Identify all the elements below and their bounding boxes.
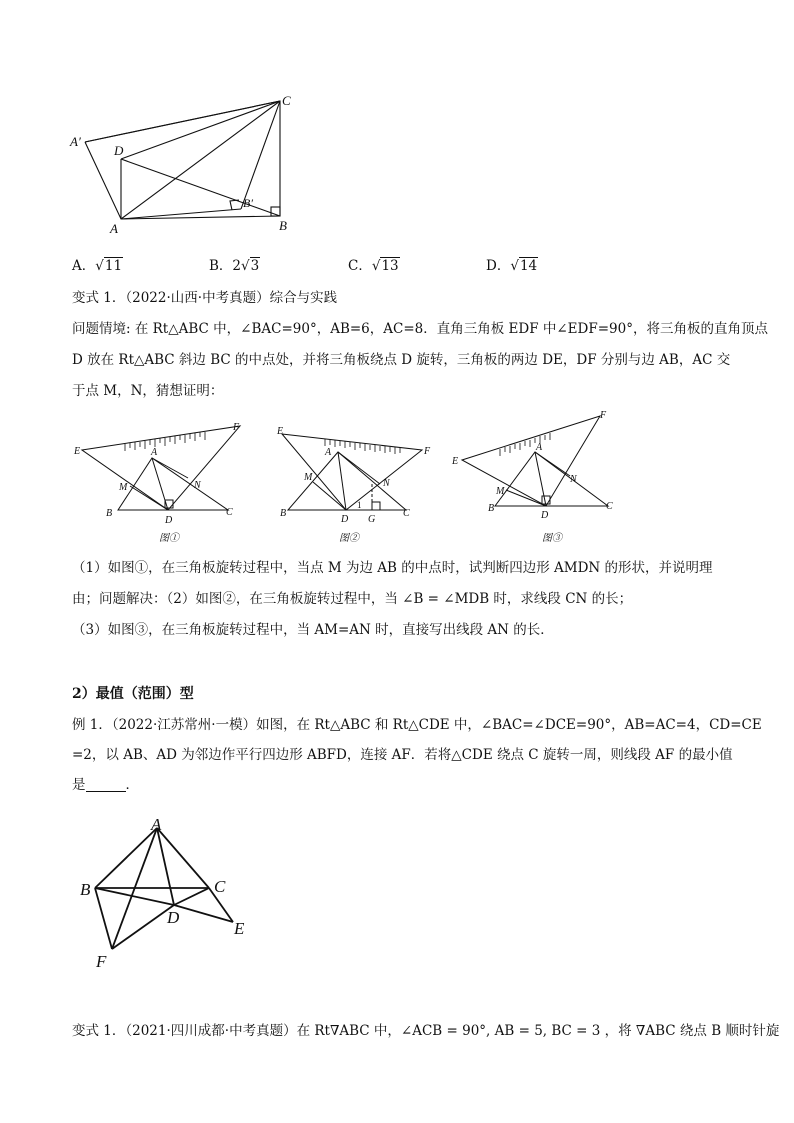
svg-text:N: N	[383, 478, 390, 489]
choice-d[interactable]: D．√14	[486, 258, 538, 274]
label-B-prime: B′	[243, 196, 253, 210]
svg-text:C: C	[403, 508, 410, 519]
figures-triangle-set-square	[70, 410, 630, 545]
variant2-line: 变式 1．（2021·四川成都·中考真题）在 Rt∇ABC 中，∠ACB = 90°, AB = 5, BC = 3 ，将 ∇ABC 绕点 B 顺时针旋	[72, 1023, 780, 1039]
figure-rotation-quadrilateral	[60, 88, 310, 238]
svg-text:C: C	[606, 501, 613, 512]
question-2: 由；问题解决：（2）如图②，在三角板旋转过程中，当 ∠B = ∠MDB 时，求线段 CN 的长；	[72, 591, 633, 607]
svg-text:F: F	[600, 410, 607, 421]
svg-text:M: M	[496, 486, 505, 497]
sqrt-icon: √11	[95, 258, 123, 274]
caption-fig1: 图①	[159, 533, 179, 544]
svg-text:A: A	[151, 815, 162, 834]
svg-text:B: B	[488, 503, 495, 514]
svg-text:B: B	[80, 880, 91, 899]
choice-a[interactable]: A．√11	[72, 258, 123, 274]
svg-text:E: E	[234, 919, 245, 938]
svg-text:D: D	[167, 908, 180, 927]
caption-fig3: 图③	[542, 533, 562, 544]
section2-heading: 2）最值（范围）型	[72, 686, 194, 702]
svg-text:E: E	[452, 456, 459, 467]
section2-line-2: =2，以 AB、AD 为邻边作平行四边形 ABFD，连接 AF．若将△CDE 绕点 C 旋转一周，则线段 AF 的最小值	[72, 747, 733, 763]
svg-text:D: D	[541, 510, 549, 521]
sqrt-icon: √14	[510, 258, 538, 274]
svg-text:G: G	[368, 514, 376, 525]
svg-text:1: 1	[357, 500, 362, 510]
choice-c[interactable]: C．√13	[348, 258, 399, 274]
choice-b[interactable]: B．2√3	[209, 258, 260, 274]
question-3: （3）如图③，在三角板旋转过程中，当 AM=AN 时，直接写出线段 AN 的长．	[72, 622, 554, 638]
svg-text:D: D	[341, 514, 349, 525]
svg-text:F: F	[424, 446, 431, 457]
figure-parallelogram-rotation	[75, 812, 265, 977]
svg-text:D: D	[165, 515, 173, 526]
label-C: C	[282, 93, 291, 108]
svg-text:F: F	[96, 952, 107, 971]
variant1-line-3: 于点 M，N，猜想证明：	[72, 383, 224, 399]
svg-text:N: N	[194, 480, 201, 491]
variant1-line-2: D 放在 Rt△ABC 斜边 BC 的中点处，并将三角板绕点 D 旋转，三角板的两边 DE，DF 分别与边 AB，AC 交	[72, 352, 731, 368]
section2-line-1: 例 1．（2022·江苏常州·一模）如图，在 Rt△ABC 和 Rt△CDE 中，∠BAC=∠DCE=90°，AB=AC=4，CD=CE	[72, 717, 762, 733]
svg-text:C: C	[214, 877, 226, 896]
svg-text:A: A	[536, 442, 543, 453]
svg-text:M: M	[119, 482, 128, 493]
svg-text:E: E	[74, 446, 81, 457]
svg-text:M: M	[304, 472, 313, 483]
svg-text:N: N	[570, 474, 577, 485]
svg-text:B: B	[106, 508, 113, 519]
sqrt-icon: √3	[241, 258, 260, 274]
svg-text:C: C	[226, 507, 233, 518]
label-A-prime: A′	[70, 134, 81, 149]
svg-text:E: E	[277, 426, 284, 437]
answer-blank[interactable]	[86, 777, 126, 792]
svg-text:A: A	[151, 447, 158, 458]
label-B: B	[279, 218, 287, 233]
label-A: A	[110, 221, 118, 236]
variant1-title: 变式 1．（2022·山西·中考真题）综合与实践	[72, 290, 338, 306]
svg-text:B: B	[280, 508, 287, 519]
svg-text:A: A	[325, 447, 332, 458]
question-1: （1）如图①，在三角板旋转过程中，当点 M 为边 AB 的中点时，试判断四边形 AMDN 的形状，并说明理	[72, 560, 713, 576]
sqrt-icon: √13	[371, 258, 399, 274]
label-D: D	[114, 143, 124, 158]
caption-fig2: 图②	[339, 533, 359, 544]
variant1-line-1: 问题情境: 在 Rt△ABC 中，∠BAC=90°，AB=6，AC=8．直角三角板 EDF 中∠EDF=90°，将三角板的直角顶点	[72, 321, 768, 337]
section2-line-3: 是 ．	[72, 777, 139, 793]
svg-text:F: F	[233, 422, 240, 433]
